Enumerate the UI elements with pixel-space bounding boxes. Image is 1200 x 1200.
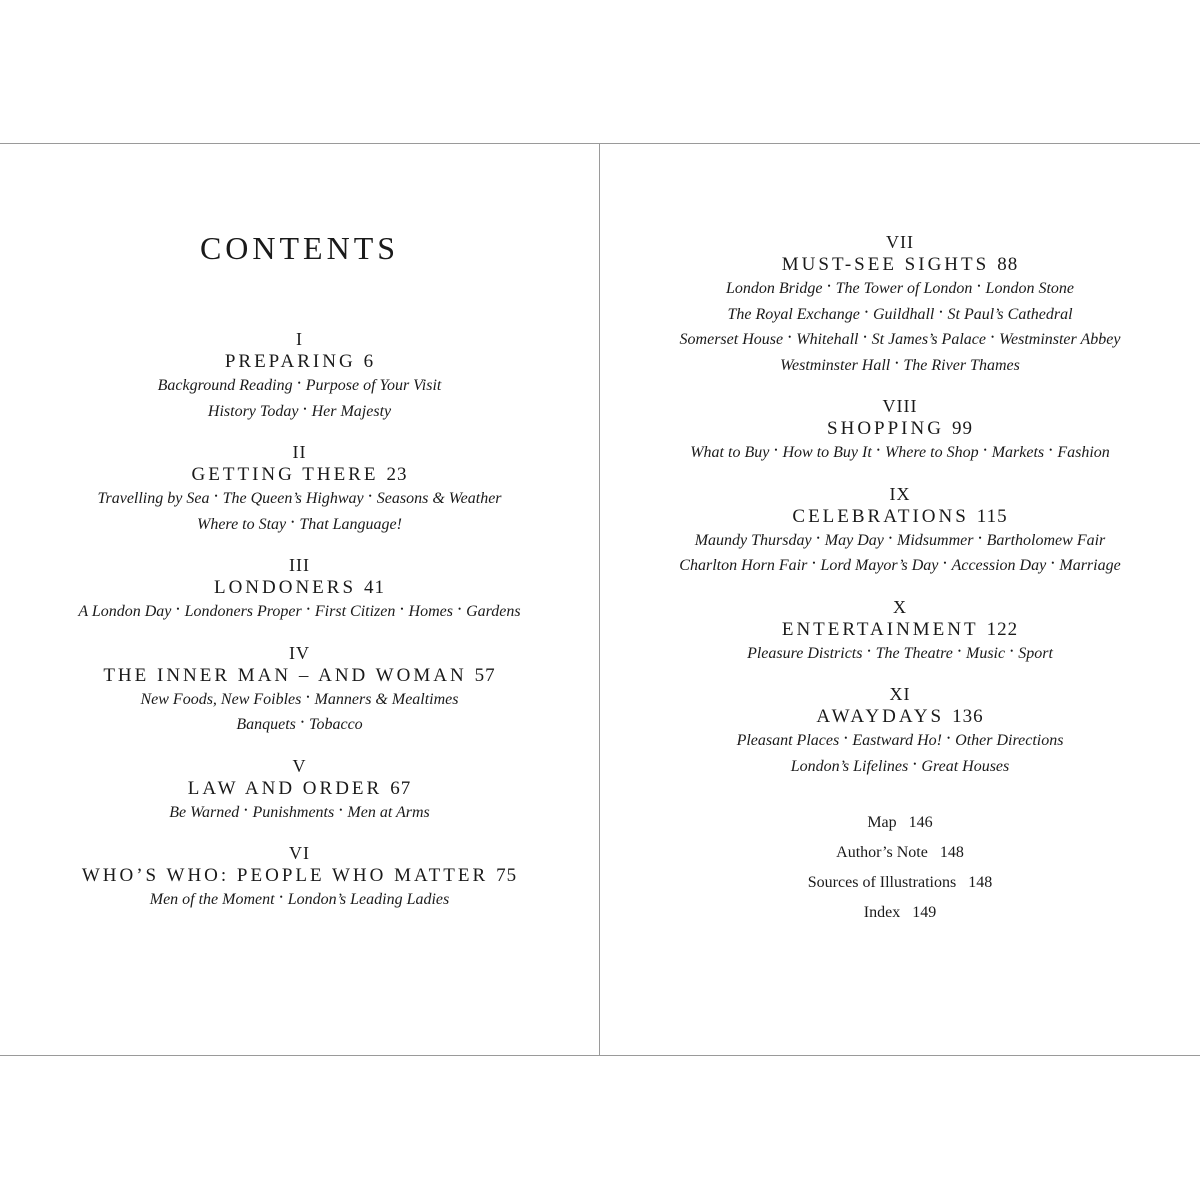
topic-item: Fashion [1057,444,1110,461]
chapter-page-number: 88 [997,254,1019,275]
chapter-title-line [0,576,599,600]
topic-separator: • [863,332,867,342]
topic-separator: • [306,691,310,702]
backmatter-list [600,808,1200,928]
chapter-topics [0,374,599,425]
chapter-title: PREPARING [224,351,356,372]
topic-item: Background Reading [157,377,293,394]
topic-item: St James’s Palace [871,331,986,348]
chapter-numeral: X [893,596,907,617]
topic-line [0,513,599,539]
topic-item: London Bridge [726,280,823,297]
chapter-title-line [600,618,1200,642]
topic-item: Midsummer [897,531,974,549]
chapter-title: LONDONERS [213,577,357,598]
topic-line [600,554,1200,580]
topic-item: Seasons & Weather [376,490,502,507]
topic-separator: • [876,445,880,455]
chapter-entry [0,441,599,538]
topic-item: How to Buy It [782,444,872,461]
chapter-page-number: 6 [363,351,375,372]
chapter-title: MUST-SEE SIGHTS [781,254,990,275]
topic-item: Other Directions [955,732,1064,749]
chapter-title-line [600,505,1200,529]
topic-line [600,328,1200,354]
topic-line [600,755,1200,781]
topic-item: Sport [1018,644,1053,662]
chapter-entry [600,395,1200,467]
chapter-numeral: VI [289,843,310,863]
topic-item: Londoners Proper [184,603,302,620]
backmatter-label: Sources of Illustrations [807,874,957,891]
topic-separator: • [303,403,307,414]
topic-item: Whitehall [796,331,859,348]
right-page [600,144,1200,1055]
topic-item: Bartholomew Fair [986,531,1106,549]
topic-separator: • [400,604,404,614]
topic-separator: • [1049,445,1053,455]
chapter-entry [0,755,599,827]
topic-line [0,688,599,714]
topic-separator: • [306,604,310,614]
topic-separator: • [1010,645,1014,656]
topic-line [0,487,599,513]
topic-separator: • [947,733,951,743]
backmatter-label: Author’s Note [836,844,928,861]
topic-item: Great Houses [921,757,1010,775]
contents-heading: CONTENTS [199,230,400,266]
chapter-title-line [0,350,599,374]
chapter-title: LAW AND ORDER [187,777,383,799]
left-chapter-list [0,328,599,914]
topic-separator: • [279,892,283,902]
chapter-numeral: VIII [882,396,918,416]
topic-line [600,729,1200,755]
topic-item: Purpose of Your Visit [305,377,442,394]
chapter-title: AWAYDAYS [816,706,945,727]
chapter-numeral: V [292,755,307,776]
topic-line [600,303,1200,329]
chapter-numeral: IV [289,642,310,663]
topic-separator: • [913,758,917,769]
chapter-numeral: IX [889,483,911,504]
chapter-title-line [600,705,1200,729]
chapter-numeral: I [296,329,303,349]
topic-item: Gardens [466,603,521,620]
topic-separator: • [844,733,848,743]
backmatter-entry [600,868,1200,898]
backmatter-label: Map [867,814,897,831]
topic-item: That Language! [299,515,402,533]
topic-separator: • [812,558,816,568]
topic-separator: • [957,645,961,656]
topic-separator: • [339,804,343,815]
backmatter-page-number: 146 [908,814,933,831]
topic-item: Eastward Ho! [852,732,942,749]
chapter-topics [600,642,1200,668]
chapter-entry [0,842,599,914]
chapter-entry [0,328,599,425]
topic-item: Where to Shop [884,444,979,461]
chapter-title: THE INNER MAN – AND WOMAN [103,664,467,686]
chapter-topics [0,487,599,538]
topic-separator: • [983,445,987,455]
topic-separator: • [827,281,831,291]
topic-separator: • [867,645,871,656]
chapter-title-line [0,777,599,801]
topic-separator: • [774,445,778,455]
backmatter-entry [600,808,1200,838]
topic-item: Marriage [1059,557,1121,574]
backmatter-entry [600,838,1200,868]
topic-item: Banquets [236,716,296,733]
topic-separator: • [300,717,305,727]
backmatter-page-number: 149 [912,904,937,921]
topic-line [0,374,599,400]
chapter-numeral: VII [886,232,914,252]
chapter-entry [600,683,1200,780]
topic-item: Markets [991,444,1045,461]
chapter-topics [600,729,1200,780]
chapter-entry [0,554,599,626]
chapter-entry [600,231,1200,379]
topic-item: Somerset House [679,331,784,348]
chapter-page-number: 67 [390,777,412,799]
chapter-page-number: 57 [474,664,496,686]
topic-item: Guildhall [873,305,935,323]
topic-item: London’s Leading Ladies [287,891,450,908]
topic-item: Westminster Abbey [999,331,1121,348]
topic-item: Her Majesty [311,402,392,420]
topic-item: Men at Arms [347,803,430,821]
topic-separator: • [990,332,995,342]
topic-item: What to Buy [690,444,770,461]
topic-item: Pleasure Districts [747,644,863,662]
chapter-topics [600,277,1200,379]
left-page-content [0,230,599,930]
topic-item: Lord Mayor’s Day [820,557,939,574]
topic-item: Music [965,644,1006,662]
chapter-page-number: 99 [951,418,973,439]
topic-item: Tobacco [309,716,363,733]
chapter-topics [600,529,1200,580]
topic-item: The Theatre [875,644,953,662]
chapter-topics [0,888,599,914]
topic-separator: • [244,804,248,815]
backmatter-page-number: 148 [939,844,964,861]
right-chapter-list [600,231,1200,780]
topic-separator: • [816,532,820,543]
topic-item: The Queen’s Highway [222,490,364,507]
topic-line [0,600,599,626]
topic-item: New Foods, New Foibles [140,690,302,708]
backmatter-label: Index [863,904,901,921]
topic-item: Charlton Horn Fair [679,557,808,574]
chapter-numeral: III [289,555,310,575]
topic-item: Travelling by Sea [97,490,210,507]
backmatter-entry [600,898,1200,928]
topic-separator: • [888,532,893,543]
chapter-numeral: XI [889,684,911,704]
topic-item: The River Thames [903,356,1020,374]
topic-item: The Tower of London [835,280,973,297]
chapter-title: CELEBRATIONS [792,505,969,527]
topic-separator: • [788,332,792,342]
right-page-content [600,231,1200,928]
topic-line [0,801,599,827]
topic-separator: • [895,357,899,368]
chapter-entry [0,642,599,739]
topic-line [0,400,599,426]
topic-item: First Citizen [314,603,396,620]
topic-separator: • [943,558,947,568]
topic-separator: • [1051,558,1055,568]
topic-item: Men of the Moment [149,891,275,908]
chapter-topics [0,688,599,739]
topic-line [600,642,1200,668]
topic-item: Westminster Hall [780,356,891,374]
chapter-title-line [600,253,1200,277]
topic-item: The Royal Exchange [727,305,860,323]
topic-item: Maundy Thursday [694,531,812,549]
topic-item: Homes [408,603,453,620]
topic-item: A London Day [78,603,172,620]
topic-item: Pleasant Places [736,732,840,749]
chapter-entry [600,483,1200,580]
topic-line [600,277,1200,303]
topic-item: Where to Stay [197,515,287,533]
topic-item: London Stone [985,280,1074,297]
topic-item: History Today [207,402,299,420]
chapter-page-number: 41 [364,577,386,598]
topic-separator: • [864,306,868,317]
chapter-topics [0,801,599,827]
chapter-title-line [0,463,599,487]
chapter-title-line [0,664,599,688]
chapter-page-number: 122 [986,618,1019,640]
topic-item: Be Warned [169,803,240,821]
topic-separator: • [368,491,372,501]
chapter-title: ENTERTAINMENT [781,618,979,640]
topic-item: May Day [824,531,884,549]
topic-item: London’s Lifelines [790,757,909,775]
topic-separator: • [977,281,981,291]
chapter-numeral: II [292,442,307,462]
chapter-title: GETTING THERE [191,464,379,485]
topic-separator: • [291,516,295,527]
topic-separator: • [939,306,943,317]
chapter-title: SHOPPING [827,418,944,439]
chapter-title-line [600,417,1200,441]
topic-separator: • [297,378,301,388]
left-page [0,144,600,1055]
chapter-page-number: 136 [952,706,984,727]
chapter-page-number: 23 [386,464,408,485]
backmatter-page-number: 148 [968,874,993,891]
topic-line [600,441,1200,467]
topic-separator: • [457,604,462,614]
chapter-entry [600,596,1200,668]
chapter-topics [0,600,599,626]
topic-line [600,529,1200,555]
topic-separator: • [214,491,218,501]
chapter-page-number: 75 [496,865,518,886]
topic-item: Manners & Mealtimes [314,690,459,708]
chapter-title: WHO’S WHO: PEOPLE WHO MATTER [81,865,489,886]
topic-item: Punishments [252,803,335,821]
chapter-page-number: 115 [976,505,1008,527]
topic-line [0,713,599,739]
topic-item: Accession Day [951,557,1047,574]
topic-separator: • [978,532,982,543]
topic-line [600,354,1200,380]
chapter-topics [600,441,1200,467]
topic-separator: • [176,604,180,614]
topic-item: St Paul’s Cathedral [947,305,1073,323]
chapter-title-line [0,864,599,888]
topic-line [0,888,599,914]
book-spread [0,143,1200,1056]
